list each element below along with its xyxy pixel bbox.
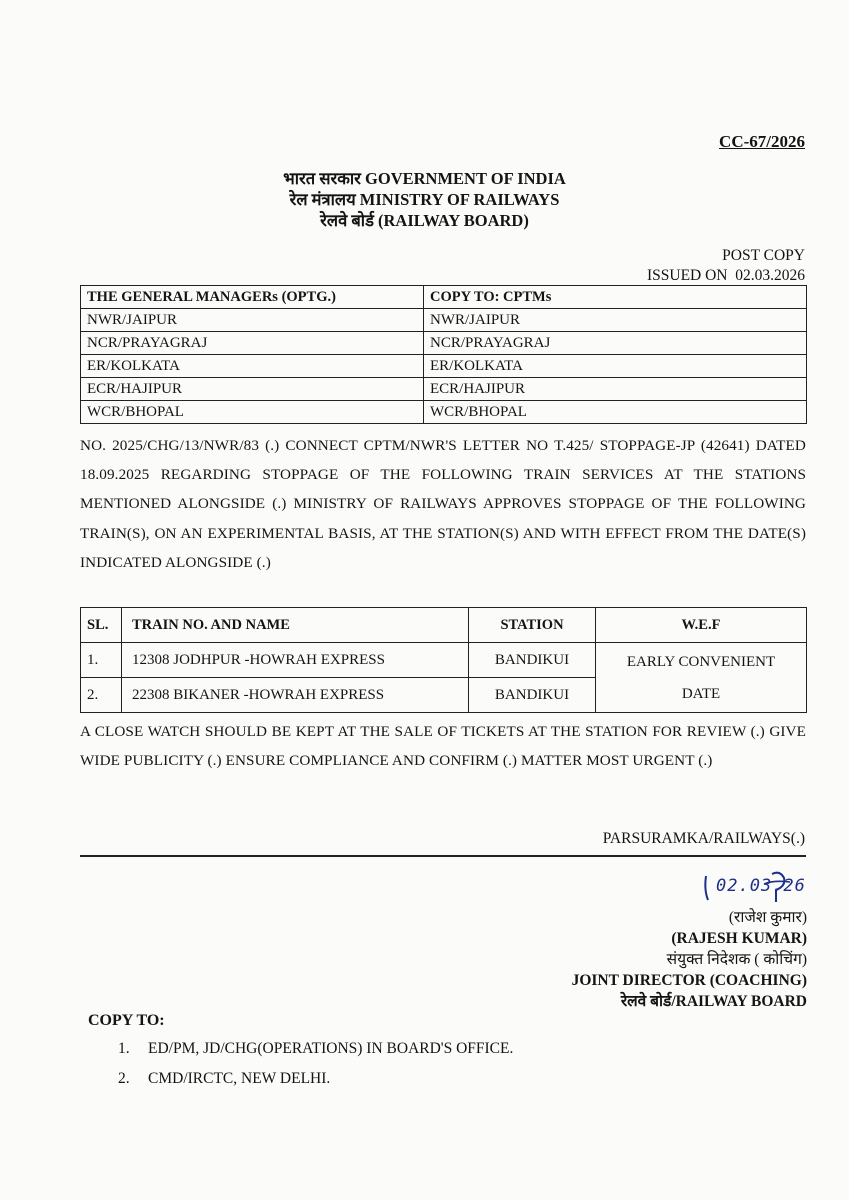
post-copy-label: POST COPY [722, 247, 805, 264]
signatory-block [572, 907, 807, 1012]
table-row [81, 286, 807, 309]
signatory-designation-english: JOINT DIRECTOR (COACHING) [571, 972, 807, 989]
header-general-managers: THE GENERAL MANAGERs (OPTG.) [81, 286, 424, 309]
table-row [81, 378, 807, 401]
copy-to-item [118, 1040, 513, 1058]
divider-line [80, 855, 806, 857]
signatory-office: रेलवे बोर्ड/RAILWAY BOARD [620, 993, 807, 1010]
copy-to-number: 1. [118, 1040, 130, 1057]
train-cell: 12308 JODHPUR -HOWRAH EXPRESS [122, 643, 469, 678]
copy-to-text: CMD/IRCTC, NEW DELHI. [148, 1070, 331, 1087]
header-copy-to-cptms: COPY TO: CPTMs [424, 286, 807, 309]
wef-line2: DATE [681, 685, 721, 702]
header-sl: SL. [81, 608, 122, 643]
wef-cell [596, 643, 807, 713]
handwritten-signature [700, 868, 820, 908]
table-row [81, 332, 807, 355]
signatory-designation-hindi: संयुक्त निदेशक ( कोचिंग) [666, 951, 807, 968]
train-cell: 22308 BIKANER -HOWRAH EXPRESS [122, 678, 469, 713]
table-row [81, 608, 807, 643]
wef-line1: EARLY CONVENIENT [626, 653, 776, 670]
heading-government: भारत सरकार GOVERNMENT OF INDIA [283, 169, 566, 188]
heading-ministry: रेल मंत्रालय MINISTRY OF RAILWAYS [289, 190, 560, 209]
signatory-name-english: (RAJESH KUMAR) [671, 930, 807, 947]
issued-on-date: ISSUED ON 02.03.2026 [646, 267, 805, 284]
header-train: TRAIN NO. AND NAME [122, 608, 469, 643]
copy-to-item [118, 1070, 330, 1088]
body-paragraph: NO. 2025/CHG/13/NWR/83 (.) CONNECT CPTM/NWR'S LETTER NO T.425/ STOPPAGE-JP (42641) DATED 18.09.2025 REGARDING STOPPAGE OF THE FOLLOWING TRAIN SERVICES AT THE STATIONS MENTIONED ALONGSIDE (.) MINISTRY OF RAILWAYS APPROVES STOPPAGE OF THE FOLLOWING TRAIN(S), ON AN EXPERIMENTAL BASIS, AT THE STATION(S) AND WITH EFFECT FROM THE DATE(S) INDICATED ALONGSIDE (.) [80, 437, 806, 571]
copy-to-text: ED/PM, JD/CHG(OPERATIONS) IN BOARD'S OFFICE. [148, 1040, 514, 1057]
heading-board: रेलवे बोर्ड (RAILWAY BOARD) [320, 211, 529, 230]
gm-cell: WCR/BHOPAL [81, 401, 424, 424]
cptm-cell: NWR/JAIPUR [424, 309, 807, 332]
gm-cell: ER/KOLKATA [81, 355, 424, 378]
address-table [80, 285, 807, 424]
closing-paragraph: A CLOSE WATCH SHOULD BE KEPT AT THE SALE OF TICKETS AT THE STATION FOR REVIEW (.) GIVE WIDE PUBLICITY (.) ENSURE COMPLIANCE AND CONFIRM (.) MATTER MOST URGENT (.) [80, 723, 806, 770]
gm-cell: NCR/PRAYAGRAJ [81, 332, 424, 355]
cptm-cell: WCR/BHOPAL [424, 401, 807, 424]
copy-to-title: COPY TO: [88, 1012, 165, 1029]
table-row [81, 643, 807, 678]
table-row [81, 401, 807, 424]
cptm-cell: ER/KOLKATA [424, 355, 807, 378]
table-row [81, 355, 807, 378]
station-cell: BANDIKUI [469, 678, 596, 713]
table-row [81, 309, 807, 332]
header-station: STATION [469, 608, 596, 643]
gm-cell: ECR/HAJIPUR [81, 378, 424, 401]
sl-cell: 1. [81, 643, 122, 678]
station-cell: BANDIKUI [469, 643, 596, 678]
cptm-cell: ECR/HAJIPUR [424, 378, 807, 401]
copy-to-number: 2. [118, 1070, 130, 1087]
gm-cell: NWR/JAIPUR [81, 309, 424, 332]
sl-cell: 2. [81, 678, 122, 713]
reference-number: CC-67/2026 [719, 132, 805, 151]
handwritten-date: 02.03.26 [716, 876, 806, 896]
cptm-cell: NCR/PRAYAGRAJ [424, 332, 807, 355]
telegraphic-address: PARSURAMKA/RAILWAYS(.) [602, 830, 805, 847]
signatory-name-hindi: (राजेश कुमार) [728, 909, 807, 926]
train-table [80, 607, 807, 713]
header-wef: W.E.F [596, 608, 807, 643]
